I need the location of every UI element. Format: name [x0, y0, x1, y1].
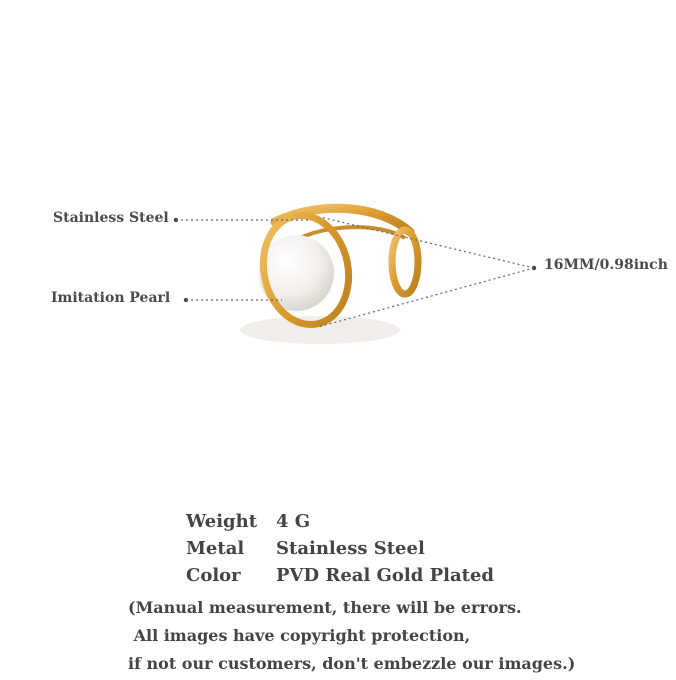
ring-band-inner	[300, 227, 405, 238]
spec-label: Weight	[186, 511, 258, 532]
callout-imitation-pearl: Imitation Pearl	[51, 290, 171, 306]
spec-label: Color	[186, 565, 241, 586]
callout-stainless-steel: Stainless Steel	[53, 210, 169, 226]
leader-lines	[174, 217, 536, 327]
disclaimer-line: if not our customers, don't embezzle our images.)	[128, 654, 576, 673]
spec-row-metal	[186, 535, 494, 562]
disclaimer-line: (Manual measurement, there will be errors.	[128, 598, 522, 617]
spec-value: Stainless Steel	[276, 538, 425, 559]
ring-right-loop	[392, 230, 418, 294]
disclaimer	[128, 594, 575, 678]
callout-size: 16MM/0.98inch	[544, 257, 668, 273]
spec-value: PVD Real Gold Plated	[276, 565, 495, 586]
spec-row-color	[186, 562, 494, 589]
spec-row-weight	[186, 508, 494, 535]
spec-list	[186, 508, 494, 589]
disclaimer-line: All images have copyright protection,	[128, 626, 471, 645]
spec-label: Metal	[186, 538, 245, 559]
spec-value: 4 G	[276, 511, 311, 532]
